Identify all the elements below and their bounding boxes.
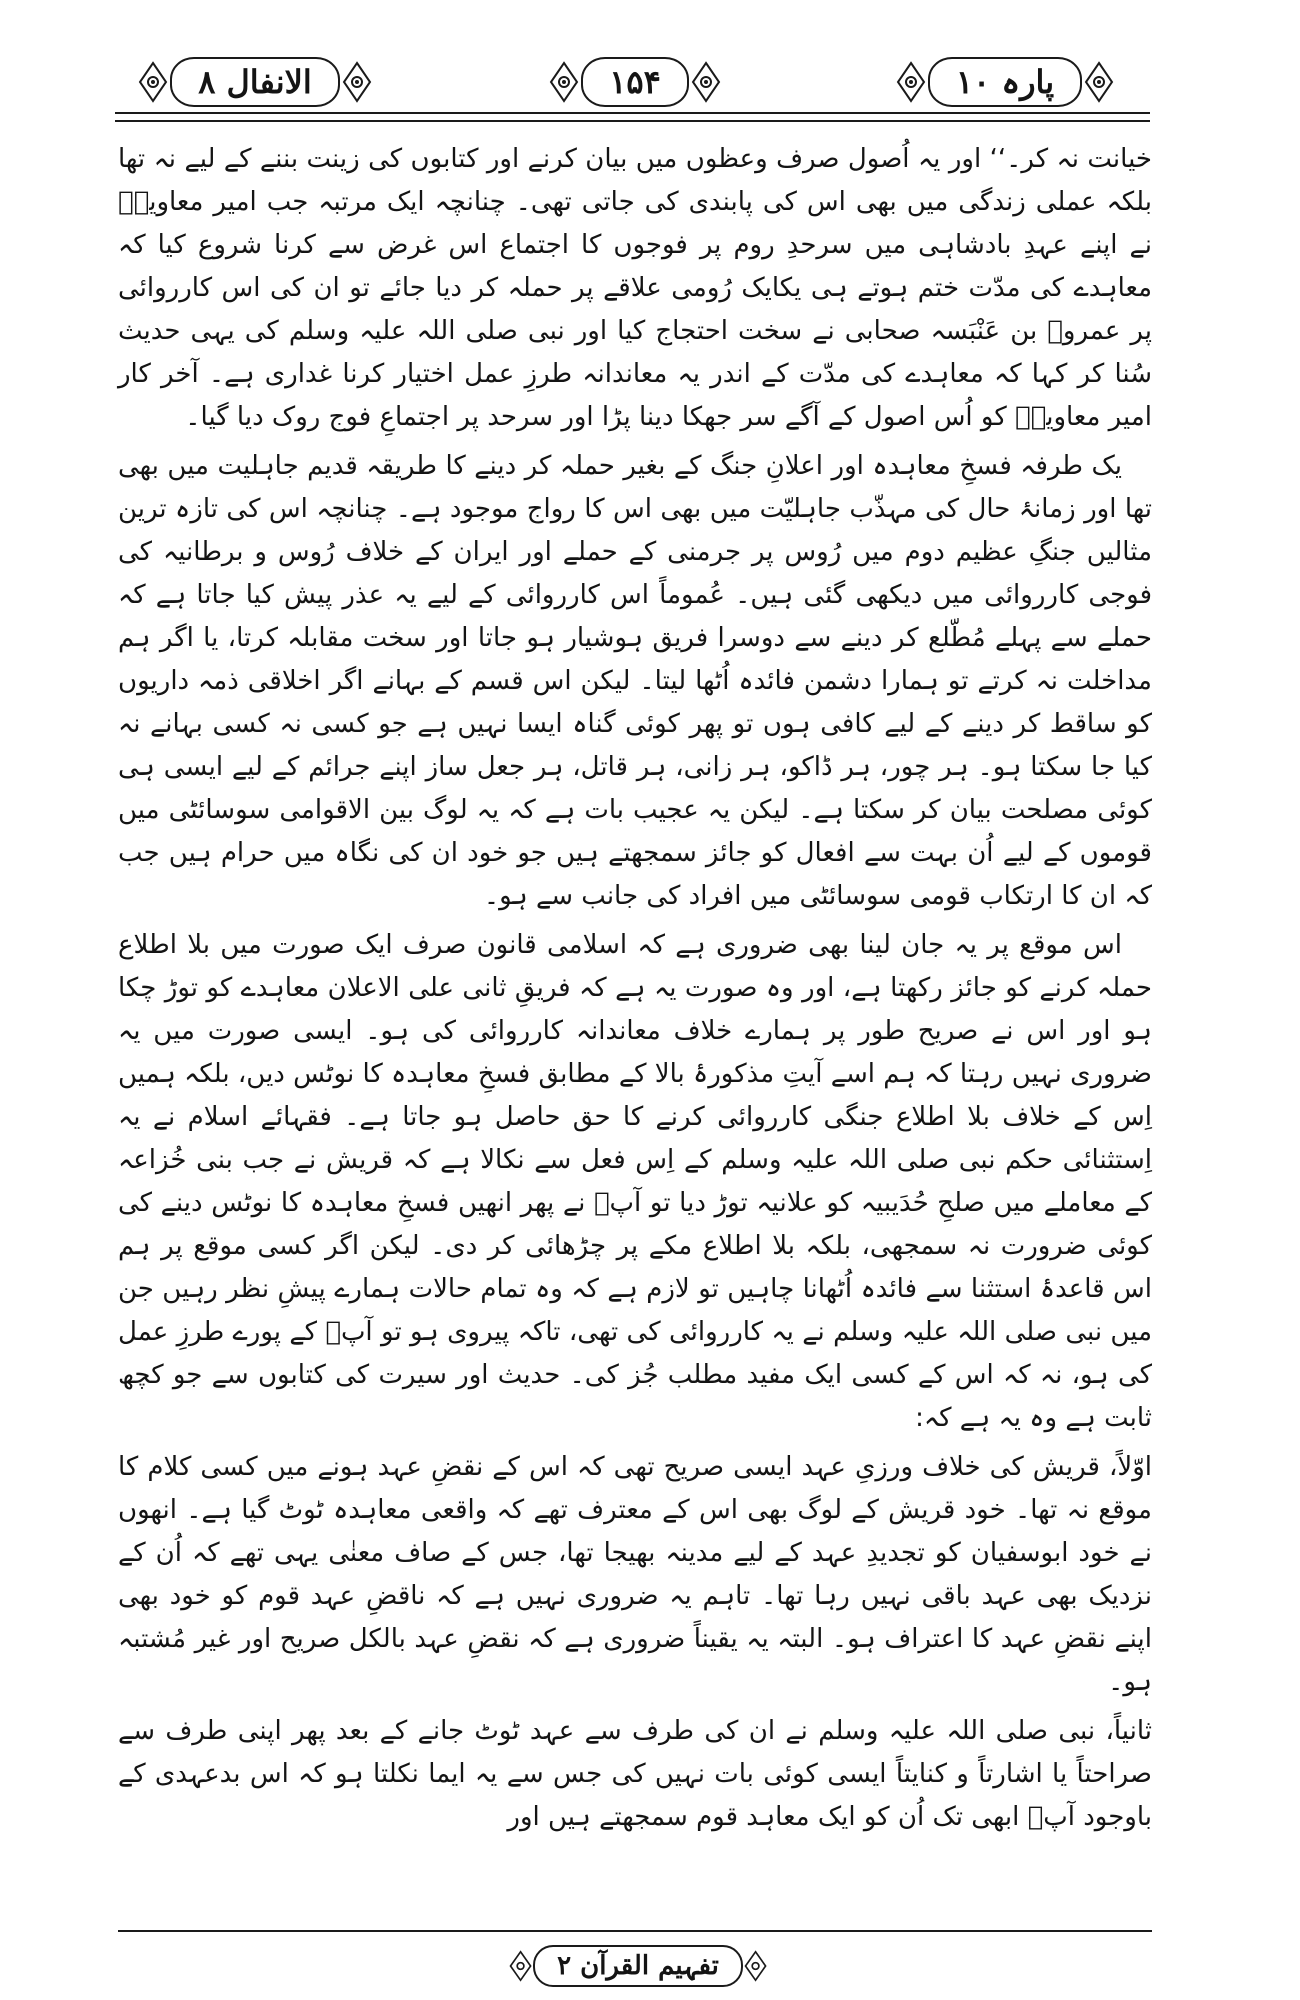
floral-ornament-icon	[547, 59, 581, 105]
body-text	[118, 138, 1152, 1845]
floral-ornament-icon	[340, 59, 374, 105]
floral-ornament-icon	[689, 59, 723, 105]
surah-name: الانفال ۸	[170, 57, 340, 107]
page-header	[115, 52, 1150, 122]
floral-ornament-icon	[136, 59, 170, 105]
paragraph-1: خیانت نہ کر۔‘‘ اور یہ اُصول صرف وعظوں میں بیان کرنے اور کتابوں کی زینت بننے کے لیے نہ تھا بلکہ عملی زندگی میں بھی اس کی پابندی کی جاتی تھی۔ چنانچہ ایک مرتبہ جب امیر معاویہؓ نے اپنے عہدِ بادشاہی میں سرحدِ روم پر فوجوں کا اجتماع اس غرض سے کرنا شروع کیا کہ معاہدے کی مدّت ختم ہوتے ہی یکایک رُومی علاقے پر حملہ کر دیا جائے تو ان کی اس کارروائی پر عمروؓ بن عَنْبَسہ صحابی نے سخت احتجاج کیا اور نبی صلی اللہ علیہ وسلم کی یہی حدیث سُنا کر کہا کہ معاہدے کی مدّت کے اندر یہ معاندانہ طرزِ عمل اختیار کرنا غداری ہے۔ آخر کار امیر معاویہؓ کو اُس اصول کے آگے سر جھکا دینا پڑا اور سرحد پر اجتماعِ فوج روک دیا گیا۔	[118, 144, 1152, 432]
book-title-cartouche	[508, 1944, 768, 1988]
para-cartouche	[860, 56, 1150, 108]
paragraph-4: اوّلاً، قریش کی خلاف ورزیِ عہد ایسی صریح تھی کہ اس کے نقضِ عہد ہونے میں کسی کلام کا موقع نہ تھا۔ خود قریش کے لوگ بھی اس کے معترف تھے کہ واقعی معاہدہ ٹوٹ گیا ہے۔ انھوں نے خود ابوسفیان کو تجدیدِ عہد کے لیے مدینہ بھیجا تھا، جس کے صاف معنٰی یہی تھے کہ اُن کے نزدیک بھی عہد باقی نہیں رہا تھا۔ تاہم یہ ضروری نہیں ہے کہ ناقضِ عہد قوم کو خود بھی اپنے نقضِ عہد کا اعتراف ہو۔ البتہ یہ یقیناً ضروری ہے کہ نقضِ عہد بالکل صریح اور غیر مُشتبہ ہو۔	[118, 1452, 1152, 1697]
floral-ornament-icon	[1082, 59, 1116, 105]
surah-cartouche	[115, 56, 395, 108]
floral-ornament-icon	[743, 1946, 768, 1986]
footer-rule	[118, 1930, 1152, 1932]
floral-ornament-icon	[508, 1946, 533, 1986]
header-rule	[115, 112, 1150, 122]
page-number-cartouche	[535, 56, 735, 108]
para-number: پارہ ۱۰	[928, 57, 1082, 107]
floral-ornament-icon	[894, 59, 928, 105]
paragraph-5: ثانیاً، نبی صلی اللہ علیہ وسلم نے ان کی طرف سے عہد ٹوٹ جانے کے بعد پھر اپنی طرف سے صراحتاً یا اشارتاً و کنایتاً ایسی کوئی بات نہیں کی جس سے یہ ایما نکلتا ہو کہ اس بدعہدی کے باوجود آپؐ ابھی تک اُن کو ایک معاہد قوم سمجھتے ہیں اور	[118, 1716, 1152, 1832]
paragraph-3: اس موقع پر یہ جان لینا بھی ضروری ہے کہ اسلامی قانون صرف ایک صورت میں بلا اطلاع حملہ کرنے کو جائز رکھتا ہے، اور وہ صورت یہ ہے کہ فریقِ ثانی علی الاعلان معاہدے کو توڑ چکا ہو اور اس نے صریح طور پر ہمارے خلاف معاندانہ کارروائی کی ہو۔ ایسی صورت میں یہ ضروری نہیں رہتا کہ ہم اسے آیتِ مذکورۂ بالا کے مطابق فسخِ معاہدہ کا نوٹس دیں، بلکہ ہمیں اِس کے خلاف بلا اطلاع جنگی کارروائی کرنے کا حق حاصل ہو جاتا ہے۔ فقہائے اسلام نے یہ اِستثنائی حکم نبی صلی اللہ علیہ وسلم کے اِس فعل سے نکالا ہے کہ قریش نے جب بنی خُزاعہ کے معاملے میں صلحِ حُدَیبیہ کو علانیہ توڑ دیا تو آپؐ نے پھر انھیں فسخِ معاہدہ کا نوٹس دینے کی کوئی ضرورت نہ سمجھی، بلکہ بلا اطلاع مکے پر چڑھائی کر دی۔ لیکن اگر کسی موقع پر ہم اس قاعدۂ استثنا سے فائدہ اُٹھانا چاہیں تو لازم ہے کہ وہ تمام حالات ہمارے پیشِ نظر رہیں جن میں نبی صلی اللہ علیہ وسلم نے یہ کارروائی کی تھی، تاکہ پیروی ہو تو آپؐ کے پورے طرزِ عمل کی ہو، نہ کہ اس کے کسی ایک مفید مطلب جُز کی۔ حدیث اور سیرت کی کتابوں سے جو کچھ ثابت ہے وہ یہ ہے کہ:	[118, 930, 1152, 1433]
book-title: تفہیم القرآن ۲	[533, 1945, 743, 1987]
page-number: ۱۵۴	[581, 57, 689, 107]
page-footer	[118, 1930, 1152, 1990]
paragraph-2: یک طرفہ فسخِ معاہدہ اور اعلانِ جنگ کے بغیر حملہ کر دینے کا طریقہ قدیم جاہلیت میں بھی تھا اور زمانۂ حال کی مہذّب جاہلیّت میں بھی اس کا رواج موجود ہے۔ چنانچہ اس کی تازہ ترین مثالیں جنگِ عظیم دوم میں رُوس پر جرمنی کے حملے اور ایران کے خلاف رُوس و برطانیہ کی فوجی کارروائی میں دیکھی گئی ہیں۔ عُموماً اس کارروائی کے لیے یہ عذر پیش کیا جاتا ہے کہ حملے سے پہلے مُطّلع کر دینے سے دوسرا فریق ہوشیار ہو جاتا اور سخت مقابلہ کرتا، یا اگر ہم مداخلت نہ کرتے تو ہمارا دشمن فائدہ اُٹھا لیتا۔ لیکن اس قسم کے بہانے اگر اخلاقی ذمہ داریوں کو ساقط کر دینے کے لیے کافی ہوں تو پھر کوئی گناہ ایسا نہیں ہے جو کسی نہ کسی بہانے نہ کیا جا سکتا ہو۔ ہر چور، ہر ڈاکو، ہر زانی، ہر قاتل، ہر جعل ساز اپنے جرائم کے لیے ایسی ہی کوئی مصلحت بیان کر سکتا ہے۔ لیکن یہ عجیب بات ہے کہ یہ لوگ بین الاقوامی سوسائٹی میں قوموں کے لیے اُن بہت سے افعال کو جائز سمجھتے ہیں جو خود ان کی نگاہ میں حرام ہیں جب کہ ان کا ارتکاب قومی سوسائٹی میں افراد کی جانب سے ہو۔	[118, 451, 1152, 911]
